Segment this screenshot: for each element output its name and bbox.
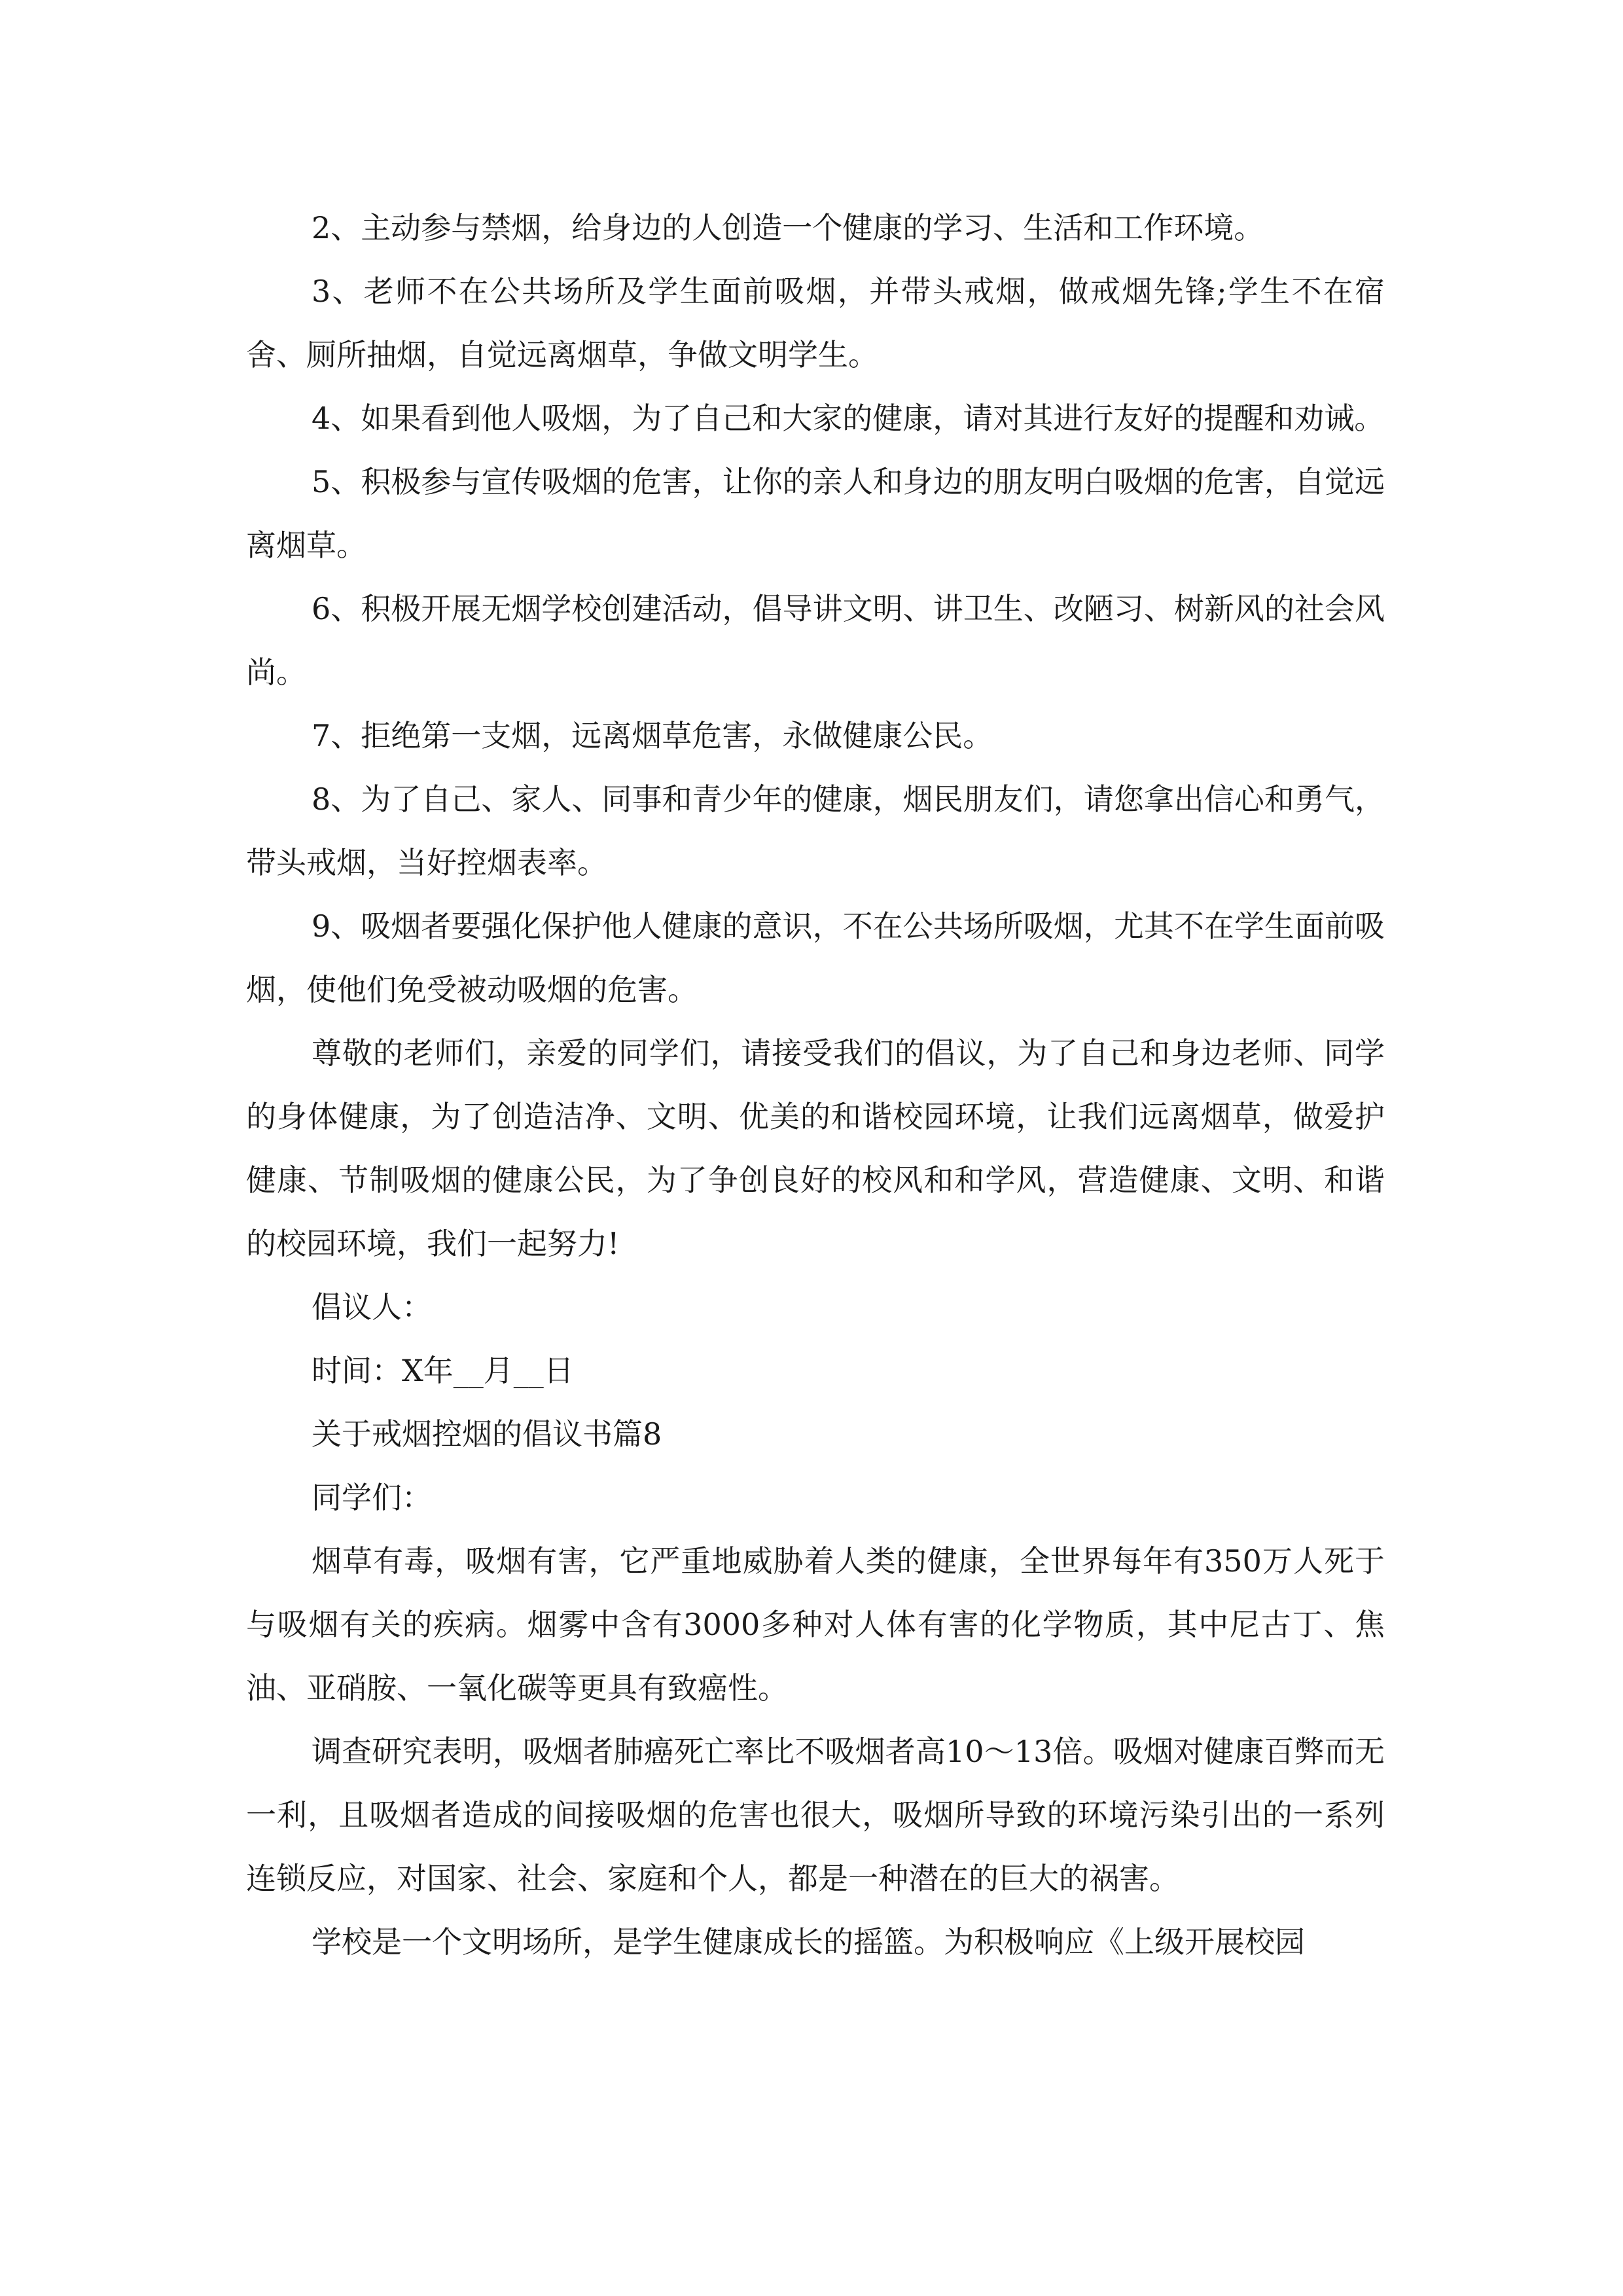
signer-label: 倡议人：: [312, 1289, 432, 1325]
paragraph-item-4: 4、如果看到他人吸烟，为了自己和大家的健康，请对其进行友好的提醒和劝诫。: [312, 401, 1385, 436]
section-title: 关于戒烟控烟的倡议书篇8: [312, 1416, 662, 1452]
paragraph-item-6: 6、积极开展无烟学校创建活动，倡导讲文明、讲卫生、改陋习、树新风的社会风尚。: [246, 591, 1385, 690]
paragraph-item-7: 7、拒绝第一支烟，远离烟草危害，永做健康公民。: [312, 718, 993, 753]
salutation: 同学们：: [312, 1480, 432, 1515]
body-paragraph-3: 学校是一个文明场所，是学生健康成长的摇篮。为积极响应《上级开展校园: [312, 1924, 1305, 1960]
paragraph-item-5: 5、积极参与宣传吸烟的危害，让你的亲人和身边的朋友明白吸烟的危害，自觉远离烟草。: [246, 464, 1385, 563]
body-paragraph-2: 调查研究表明，吸烟者肺癌死亡率比不吸烟者高10～13倍。吸烟对健康百弊而无一利，且吸烟者造成的间接吸烟的危害也很大，吸烟所导致的环境污染引出的一系列连锁反应，对国家、社会、家庭和个人，都是一种潜在的巨大的祸害。: [246, 1734, 1385, 1896]
paragraph-item-8: 8、为了自己、家人、同事和青少年的健康，烟民朋友们，请您拿出信心和勇气，带头戒烟，当好控烟表率。: [246, 781, 1385, 880]
document-body: [246, 196, 1385, 1974]
date-line: 时间：X年__月__日: [312, 1353, 574, 1388]
paragraph-item-3: 3、老师不在公共场所及学生面前吸烟，并带头戒烟，做戒烟先锋;学生不在宿舍、厕所抽烟，自觉远离烟草，争做文明学生。: [246, 274, 1385, 372]
closing-appeal: 尊敬的老师们，亲爱的同学们，请接受我们的倡议，为了自己和身边老师、同学的身体健康，为了创造洁净、文明、优美的和谐校园环境，让我们远离烟草，做爱护健康、节制吸烟的健康公民，为了争创良好的校风和和学风，营造健康、文明、和谐的校园环境，我们一起努力!: [246, 1035, 1385, 1261]
paragraph-item-9: 9、吸烟者要强化保护他人健康的意识，不在公共场所吸烟，尤其不在学生面前吸烟，使他们免受被动吸烟的危害。: [246, 908, 1385, 1007]
body-paragraph-1: 烟草有毒，吸烟有害，它严重地威胁着人类的健康，全世界每年有350万人死于与吸烟有关的疾病。烟雾中含有3000多种对人体有害的化学物质，其中尼古丁、焦油、亚硝胺、一氧化碳等更具有致癌性。: [246, 1543, 1385, 1706]
paragraph-item-2: 2、主动参与禁烟，给身边的人创造一个健康的学习、生活和工作环境。: [312, 210, 1264, 245]
